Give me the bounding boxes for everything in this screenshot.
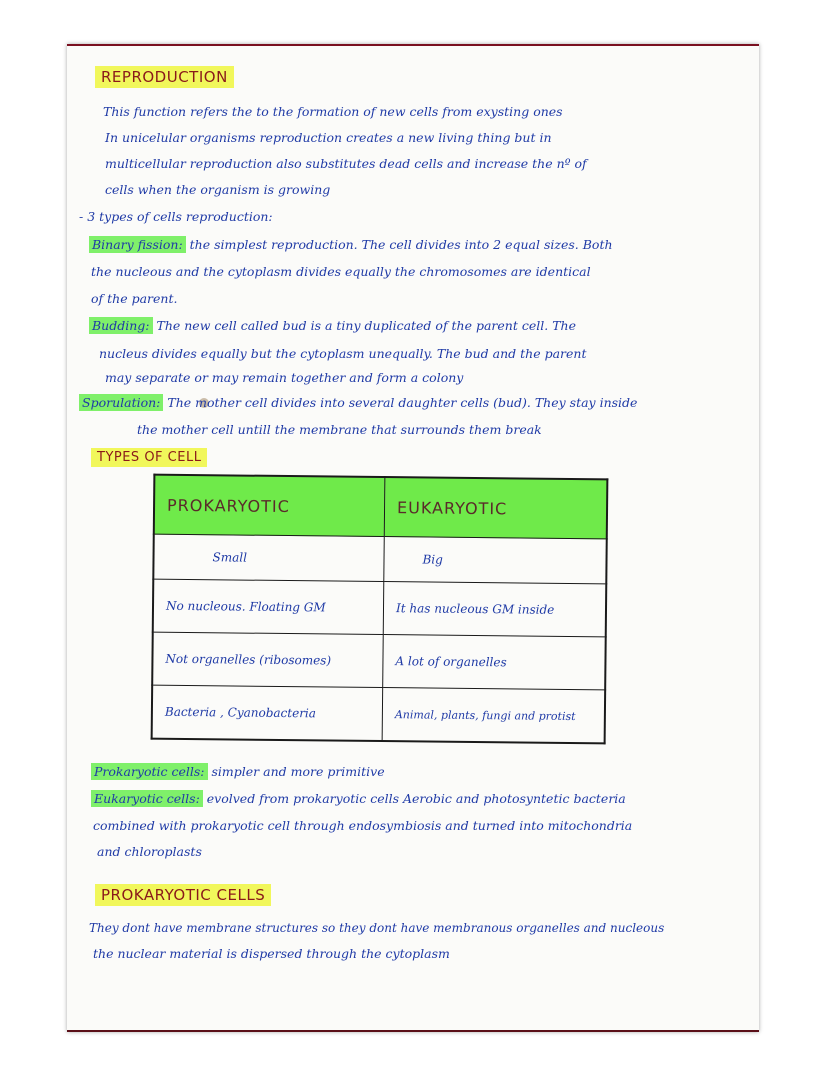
prokaryotic-cells-heading: PROKARYOTIC CELLS [95, 886, 271, 904]
table-header-row [154, 475, 608, 539]
eukaryotic-line-3: and chloroplasts [97, 844, 202, 859]
prokaryotic-cells-line-2: the nuclear material is dispersed through the cytoplasm [93, 946, 450, 961]
binary-fission-term: Binary fission: [89, 236, 186, 253]
table-cell: A lot of organelles [383, 635, 606, 690]
prokaryotic-term: Prokaryotic cells: [91, 763, 208, 780]
table-row [152, 632, 606, 690]
eukaryotic-term: Eukaryotic cells: [91, 790, 203, 807]
notebook-page [67, 44, 759, 1032]
table-row [153, 534, 606, 584]
prokaryotic-cells-line-1: They dont have membrane structures so they dont have membranous organelles and nucleous [89, 921, 665, 935]
sporulation-line-2: the mother cell untill the membrane that surrounds them break [137, 422, 542, 437]
table-cell: Bacteria , Cyanobacteria [152, 685, 383, 741]
budding-term: Budding: [89, 317, 153, 334]
table-cell: Animal, plants, fungi and protist [382, 688, 605, 744]
budding-line-2: nucleus divides equally but the cytoplasm unequally. The bud and the parent [99, 346, 587, 361]
table-cell: Not organelles (ribosomes) [152, 632, 383, 687]
budding-line-1: Budding: The new cell called bud is a tiny duplicated of the parent cell. The [89, 318, 576, 334]
table-cell: Big [384, 537, 607, 584]
table-cell: Small [153, 534, 384, 581]
sporulation-term: Sporulation: [79, 394, 163, 411]
binary-fission-line-1: Binary fission: the simplest reproduction. The cell divides into 2 equal sizes. Both [89, 237, 613, 253]
table-header-prokaryotic: PROKARYOTIC [154, 475, 385, 537]
table-header-eukaryotic: EUKARYOTIC [384, 477, 607, 539]
binary-fission-line-2: the nucleous and the cytoplasm divides equally the chromosomes are identical [91, 264, 591, 279]
table-row [153, 579, 607, 637]
types-of-cell-heading: TYPES OF CELL [91, 450, 207, 465]
reproduction-line-3: multicellular reproduction also substitutes dead cells and increase the nº of [105, 156, 587, 171]
binary-fission-line-3: of the parent. [91, 291, 178, 306]
table-cell: It has nucleous GM inside [383, 582, 606, 637]
cell-comparison-table [151, 474, 609, 745]
table-cell: No nucleous. Floating GM [153, 579, 384, 634]
eukaryotic-line-2: combined with prokaryotic cell through endosymbiosis and turned into mitochondria [93, 818, 633, 833]
reproduction-line-4: cells when the organism is growing [105, 182, 331, 197]
prokaryotic-note: Prokaryotic cells: simpler and more primitive [91, 764, 385, 780]
budding-line-3: may separate or may remain together and form a colony [105, 370, 464, 385]
eukaryotic-line-1: Eukaryotic cells: evolved from prokaryotic cells Aerobic and photosyntetic bacteria [91, 791, 626, 807]
reproduction-line-1: This function refers the to the formation of new cells from exysting ones [103, 104, 563, 119]
sporulation-line-1: Sporulation: The mother cell divides into several daughter cells (bud). They stay inside [79, 395, 637, 411]
reproduction-types-line: - 3 types of cells reproduction: [79, 209, 273, 224]
reproduction-heading: REPRODUCTION [95, 68, 234, 86]
reproduction-line-2: In unicelular organisms reproduction creates a new living thing but in [105, 130, 552, 145]
table-row [152, 685, 606, 743]
